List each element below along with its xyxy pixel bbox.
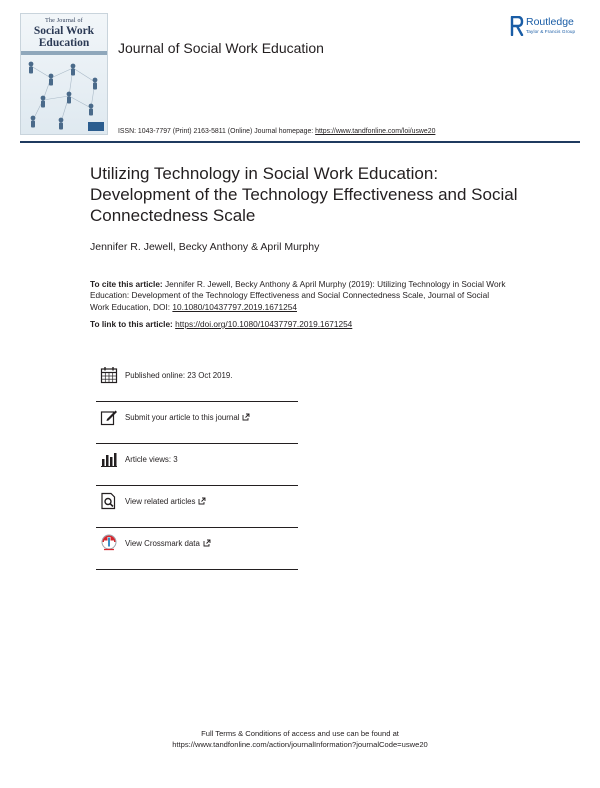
footer bbox=[0, 728, 600, 750]
journal-homepage-link[interactable]: https://www.tandfonline.com/loi/uswe20 bbox=[315, 128, 436, 135]
bar-chart-icon bbox=[100, 450, 118, 468]
citation-label: To cite this article: bbox=[90, 279, 163, 289]
link-label: To link to this article: bbox=[90, 319, 176, 329]
publisher-subtitle: Taylor & Francis Group bbox=[526, 29, 576, 34]
crossmark-text: View Crossmark data bbox=[125, 539, 200, 548]
cover-title-line2: Education bbox=[38, 37, 90, 49]
edit-icon bbox=[100, 408, 118, 426]
article-doi-link[interactable]: https://doi.org/10.1080/10437797.2019.1671254 bbox=[175, 319, 353, 329]
article-title: Utilizing Technology in Social Work Education: Development of the Technology Effectiveness and Social Connectedness Scale bbox=[90, 164, 518, 225]
footer-terms-link[interactable]: https://www.tandfonline.com/action/journalInformation?journalCode=uswe20 bbox=[172, 740, 428, 749]
cover-small-text: The Journal of bbox=[45, 18, 83, 24]
crossmark-item[interactable] bbox=[96, 528, 298, 570]
search-document-icon bbox=[100, 492, 118, 510]
footer-terms-text: Full Terms & Conditions of access and use can be found at bbox=[201, 729, 399, 738]
issn-text: ISSN: 1043-7797 (Print) 2163-5811 (Online) Journal homepage: bbox=[118, 128, 316, 135]
submit-article-text: Submit your article to this journal bbox=[125, 413, 240, 422]
cover-badge bbox=[88, 122, 104, 131]
citation-block bbox=[90, 279, 510, 313]
external-link-icon bbox=[198, 497, 206, 505]
related-articles-link[interactable] bbox=[125, 497, 206, 506]
submit-article-link[interactable] bbox=[125, 413, 250, 422]
routledge-logo-icon bbox=[510, 16, 524, 36]
cover-band bbox=[21, 51, 107, 55]
related-articles-item[interactable] bbox=[96, 486, 298, 528]
crossmark-icon bbox=[100, 534, 118, 552]
related-articles-text: View related articles bbox=[125, 497, 196, 506]
external-link-icon bbox=[242, 413, 250, 421]
external-link-icon bbox=[203, 539, 211, 547]
article-info-list bbox=[96, 360, 298, 570]
submit-article-item[interactable] bbox=[96, 402, 298, 444]
crossmark-link[interactable] bbox=[125, 539, 211, 548]
article-views-text: Article views: 3 bbox=[125, 455, 178, 464]
publisher-name: Routledge bbox=[526, 16, 574, 28]
issn-line bbox=[118, 128, 435, 135]
journal-cover bbox=[20, 13, 108, 135]
citation-text: Jennifer R. Jewell, Becky Anthony & April Murphy (2019): Utilizing Technology in Social Work Education: Development of the Technology Effectiveness and Social Connectedness Scale, Journal of Social Work Education, DOI: bbox=[90, 279, 506, 312]
routledge-logo[interactable] bbox=[510, 16, 592, 38]
citation-doi-link[interactable]: 10.1080/10437797.2019.1671254 bbox=[172, 301, 297, 312]
journal-title[interactable]: Journal of Social Work Education bbox=[118, 40, 324, 56]
article-link-row bbox=[90, 319, 510, 330]
header-rule bbox=[20, 141, 580, 143]
published-online-text: Published online: 23 Oct 2019. bbox=[125, 371, 233, 380]
article-authors: Jennifer R. Jewell, Becky Anthony & April Murphy bbox=[90, 241, 320, 253]
calendar-icon bbox=[100, 366, 118, 384]
article-views-item bbox=[96, 444, 298, 486]
published-online-item bbox=[96, 360, 298, 402]
cover-title-line1: Social Work bbox=[33, 25, 95, 37]
